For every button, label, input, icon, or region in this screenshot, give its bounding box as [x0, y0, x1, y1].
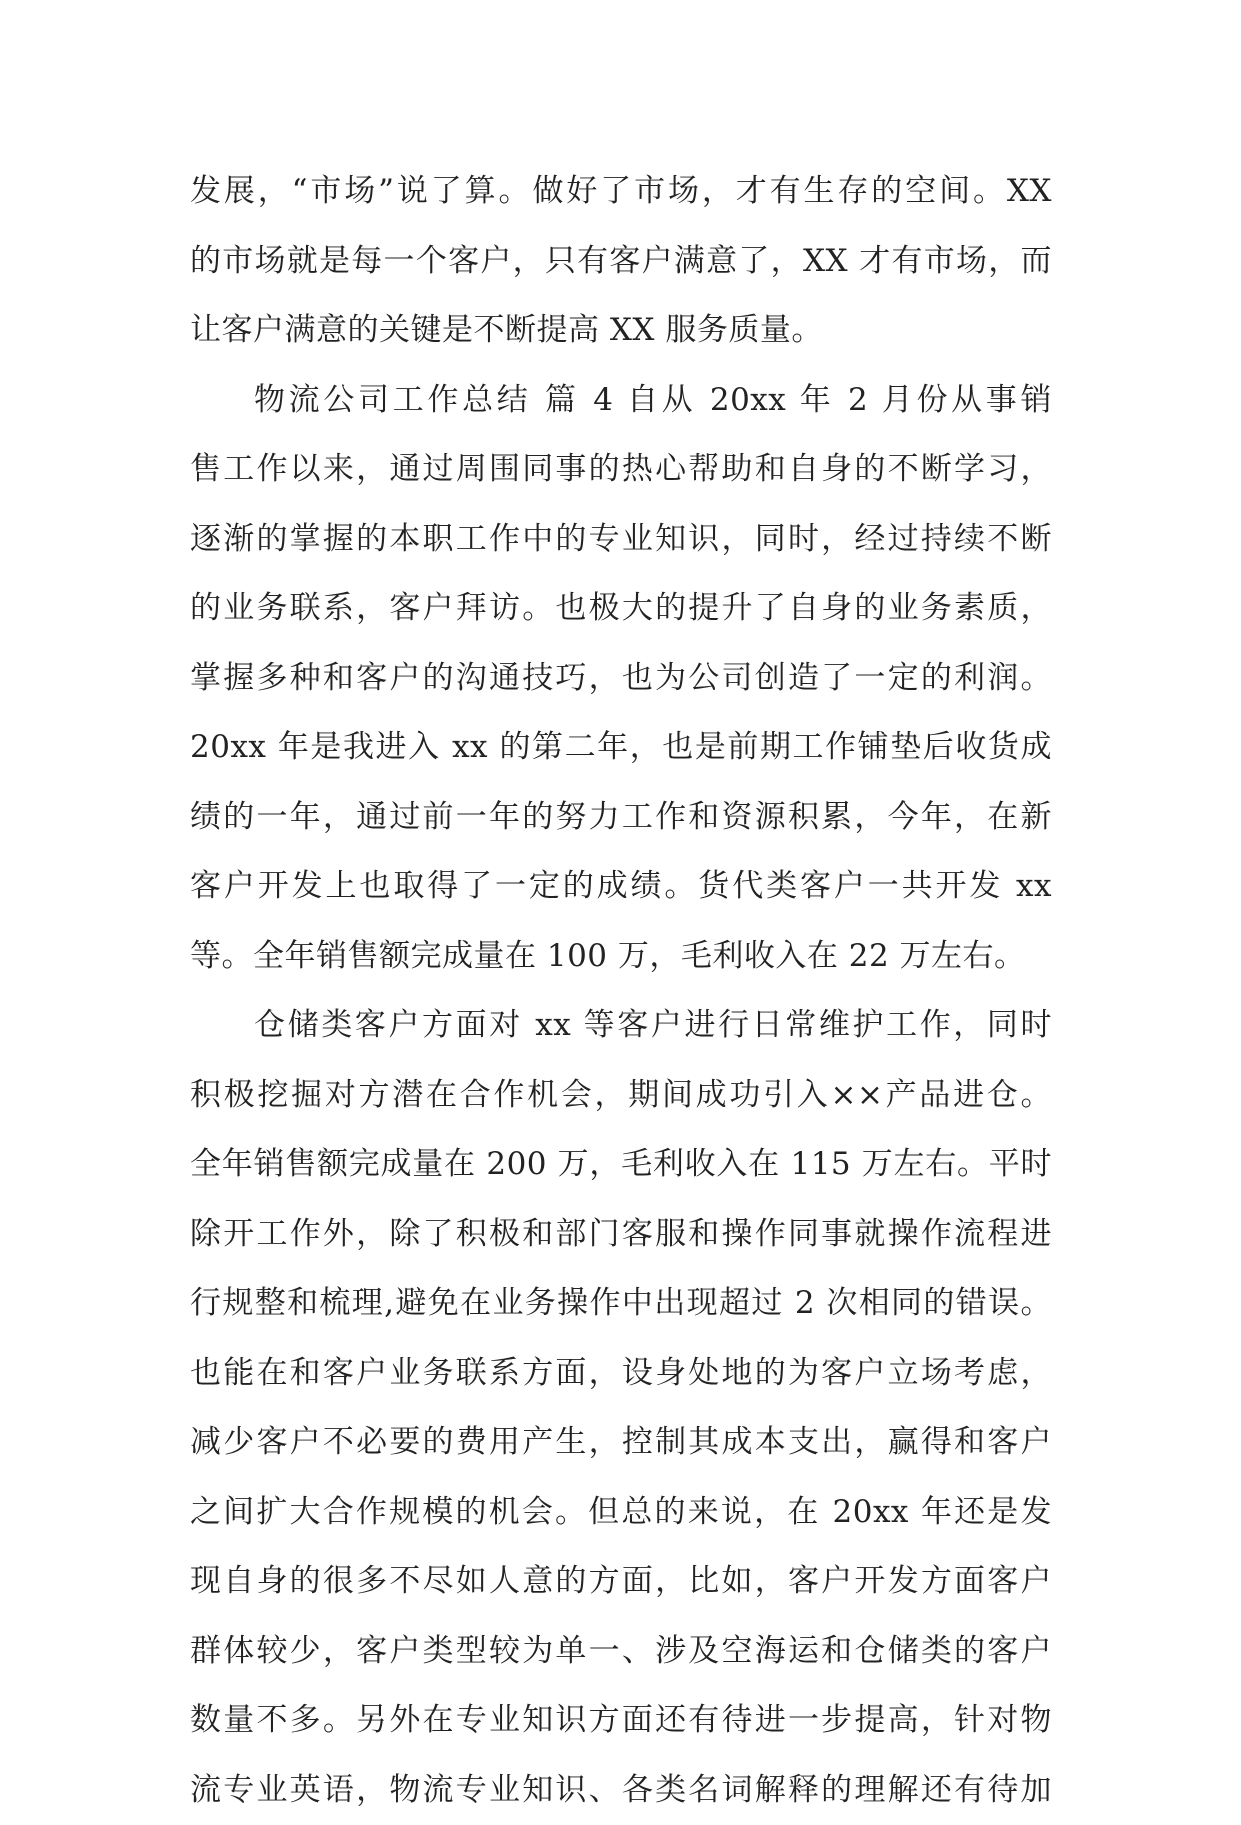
- text-line: 现自身的很多不尽如人意的方面，比如，客户开发方面客户: [190, 1547, 1052, 1617]
- text-line: 发展，“市场”说了算。做好了市场，才有生存的空间。XX: [190, 157, 1052, 227]
- text-line: 20xx 年是我进入 xx 的第二年，也是前期工作铺垫后收货成: [190, 713, 1052, 783]
- text-line: 客户开发上也取得了一定的成绩。货代类客户一共开发 xx: [190, 852, 1052, 922]
- text-line: 仓储类客户方面对 xx 等客户进行日常维护工作，同时: [190, 991, 1052, 1061]
- text-line: 减少客户不必要的费用产生，控制其成本支出，赢得和客户: [190, 1408, 1052, 1478]
- text-line: 数量不多。另外在专业知识方面还有待进一步提高，针对物: [190, 1686, 1052, 1756]
- body-text: [190, 157, 1052, 1825]
- text-line: 的市场就是每一个客户，只有客户满意了，XX 才有市场，而: [190, 227, 1052, 297]
- text-line: 逐渐的掌握的本职工作中的专业知识，同时，经过持续不断: [190, 505, 1052, 575]
- text-line: 行规整和梳理,避免在业务操作中出现超过 2 次相同的错误。: [190, 1269, 1052, 1339]
- text-line: 之间扩大合作规模的机会。但总的来说，在 20xx 年还是发: [190, 1478, 1052, 1548]
- text-line: 的业务联系，客户拜访。也极大的提升了自身的业务素质，: [190, 574, 1052, 644]
- text-line: 等。全年销售额完成量在 100 万，毛利收入在 22 万左右。: [190, 922, 1052, 992]
- text-line: 全年销售额完成量在 200 万，毛利收入在 115 万左右。平时: [190, 1130, 1052, 1200]
- text-line: 流专业英语，物流专业知识、各类名词解释的理解还有待加: [190, 1756, 1052, 1825]
- text-line: 也能在和客户业务联系方面，设身处地的为客户立场考虑，: [190, 1339, 1052, 1409]
- text-line: 售工作以来，通过周围同事的热心帮助和自身的不断学习，: [190, 435, 1052, 505]
- text-line: 积极挖掘对方潜在合作机会，期间成功引入××产品进仓。: [190, 1061, 1052, 1131]
- text-line: 除开工作外，除了积极和部门客服和操作同事就操作流程进: [190, 1200, 1052, 1270]
- text-line: 群体较少，客户类型较为单一、涉及空海运和仓储类的客户: [190, 1617, 1052, 1687]
- text-line: 掌握多种和客户的沟通技巧，也为公司创造了一定的利润。: [190, 644, 1052, 714]
- section-heading-line: 物流公司工作总结 篇 4 自从 20xx 年 2 月份从事销: [190, 366, 1052, 436]
- text-line: 绩的一年，通过前一年的努力工作和资源积累，今年，在新: [190, 783, 1052, 853]
- text-line: 让客户满意的关键是不断提高 XX 服务质量。: [190, 296, 1052, 366]
